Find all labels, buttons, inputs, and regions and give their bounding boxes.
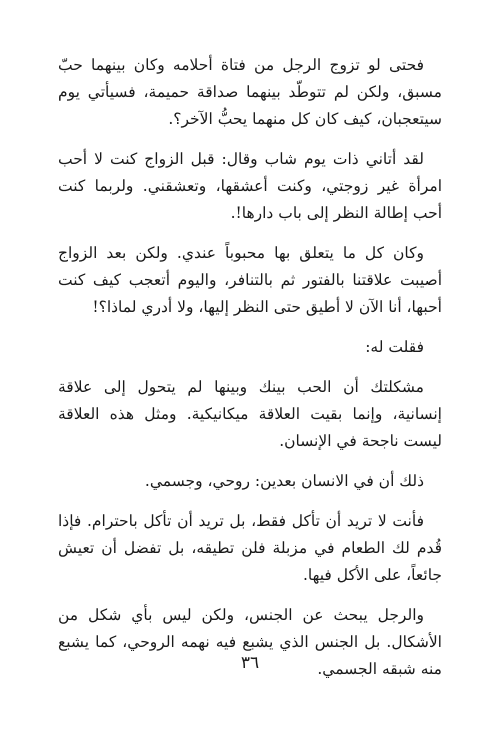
paragraph-5: مشكلتك أن الحب بينك وبينها لم يتحول إلى علاقة إنسانية، وإنما بقيت العلاقة ميكانيكية. ومثل هذه العلاقة ليست ناجحة في الإنسان. bbox=[58, 378, 442, 450]
paragraph-2: لقد أتاني ذات يوم شاب وقال: قبل الزواج كنت لا أحب امرأة غير زوجتي، وكنت أعشقها، وتعشقني. ولربما كنت أحب إطالة النظر إلى باب دارها!. bbox=[58, 150, 442, 222]
paragraph-7: فأنت لا تريد أن تأكل فقط، بل تريد أن تأكل باحترام. فإذا قُدم لك الطعام في مزبلة فلن تطيقه، بل تفضل أن تعيش جائعاً، على الأكل فيها. bbox=[58, 512, 442, 584]
paragraph-6: ذلك أن في الانسان بعدين: روحي، وجسمي. bbox=[144, 472, 424, 490]
paragraph-4: فقلت له: bbox=[365, 338, 424, 356]
paragraph-3: وكان كل ما يتعلق بها محبوباً عندي. ولكن بعد الزواج أصيبت علاقتنا بالفتور ثم بالتنافر، واليوم أتعجب كيف كنت أحبها، أنا الآن لا أطيق حتى النظر إليها، ولا أدري لماذا؟! bbox=[58, 244, 442, 316]
page-body bbox=[58, 52, 442, 696]
paragraph-1: فحتى لو تزوج الرجل من فتاة أحلامه وكان بينهما حبّ مسبق، ولكن لم تتوطّد بينهما صداقة حميمة، فسيأتي يوم سيتعجبان، كيف كان كل منهما يحبُّ الآخر؟. bbox=[58, 56, 442, 128]
page-number: ٣٦ bbox=[240, 653, 260, 673]
paragraph-8: والرجل يبحث عن الجنس، ولكن ليس بأي شكل من الأشكال. بل الجنس الذي يشبع فيه نهمه الروحي، كما يشبع منه شبقه الجسمي. bbox=[58, 606, 442, 678]
